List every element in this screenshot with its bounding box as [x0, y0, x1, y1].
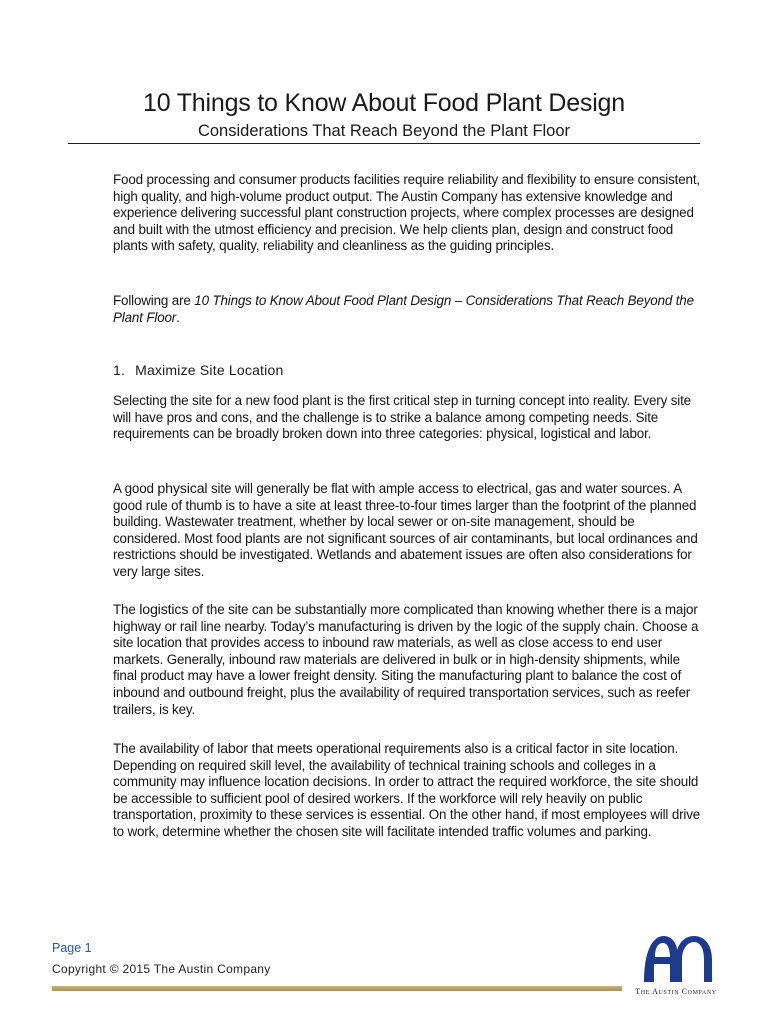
document-title: 10 Things to Know About Food Plant Design	[143, 89, 625, 117]
labor-paragraph	[113, 741, 703, 841]
physical-text: site will generally be flat with ample access to electrical, gas and water sources. A good rule of thumb is to have a site at least three-to-four times larger than the footprint of the planned building. Wastewater treatment, whether by local sewer or on-site management, should be considered. Most food plants are not significant sources of air contaminants, but local ordinances and restrictions should be investigated. Wetlands and abatement issues are often also considerations for very large sites.	[113, 481, 698, 579]
following-paragraph	[113, 293, 703, 326]
labor-keyword: labor	[217, 741, 248, 757]
page-number: Page 1	[52, 941, 92, 955]
section-heading	[113, 361, 283, 379]
title-divider	[68, 143, 700, 144]
site-selection-text: Selecting the site for a new food plant is the first critical step in turning concept into reality. Every site will have pros and cons, and the challenge is to strike a balance among competing needs. Site requirements can be broadly broken down into three categories: physical, logistical and labor.	[113, 393, 691, 442]
following-suffix: .	[176, 309, 180, 325]
footer-divider	[52, 986, 622, 991]
copyright-text: Copyright © 2015 The Austin Company	[52, 962, 271, 976]
company-logo	[624, 930, 728, 1000]
physical-paragraph	[113, 481, 703, 581]
intro-paragraph	[113, 172, 703, 255]
austin-company-logo-icon	[638, 930, 714, 986]
logistics-text: of the site can be substantially more complicated than knowing whether there is a major highway or rail line nearby. Today’s manufacturing is driven by the logic of the supply chain. Choose a site location that provides access to inbound raw materials, as well as close access to end user markets. Generally, inbound raw materials are delivered in bulk or in high-density shipments, while final product may have a lower freight density. Siting the manufacturing plant to balance the cost of inbound and outbound freight, plus the availability of required transportation services, such as reefer trailers, is key.	[113, 602, 699, 717]
logistics-keyword: logistics	[139, 602, 189, 618]
labor-text: that meets operational requirements also is a critical factor in site location. Depending on required skill level, the availability of technical training schools and colleges in a community may influence location decisions. In order to attract the required workforce, the site should be accessible to sufficient pool of desired workers. If the workforce will rely heavily on public transportation, proximity to these services is essential. On the other hand, if most employees will drive to work, determine whether the chosen site will facilitate intended traffic volumes and parking.	[113, 741, 701, 839]
logistics-paragraph	[113, 602, 703, 718]
physical-keyword: physical	[157, 481, 208, 497]
following-italic-title: 10 Things to Know About Food Plant Design – Considerations That Reach Beyond the Plant Floor	[113, 293, 694, 325]
section-heading-text: Maximize Site Location	[135, 362, 284, 378]
labor-pre: The availability of	[113, 741, 218, 756]
site-selection-paragraph	[113, 393, 703, 443]
logistics-pre: The	[113, 602, 140, 617]
logo-wordmark: The Austin Company	[635, 987, 717, 996]
intro-text: Food processing and consumer products facilities require reliability and flexibility to ensure consistent, high quality, and high-volume product output. The Austin Company has extensive knowledge and experience delivering successful plant construction projects, where complex processes are designed and built with the utmost efficiency and precision. We help clients plan, design and construct food plants with safety, quality, reliability and cleanliness as the guiding principles.	[113, 172, 700, 254]
section-number: 1.	[113, 362, 126, 378]
following-prefix: Following are	[113, 293, 195, 308]
physical-pre: A good	[113, 481, 158, 496]
document-subtitle: Considerations That Reach Beyond the Plant Floor	[197, 122, 571, 140]
